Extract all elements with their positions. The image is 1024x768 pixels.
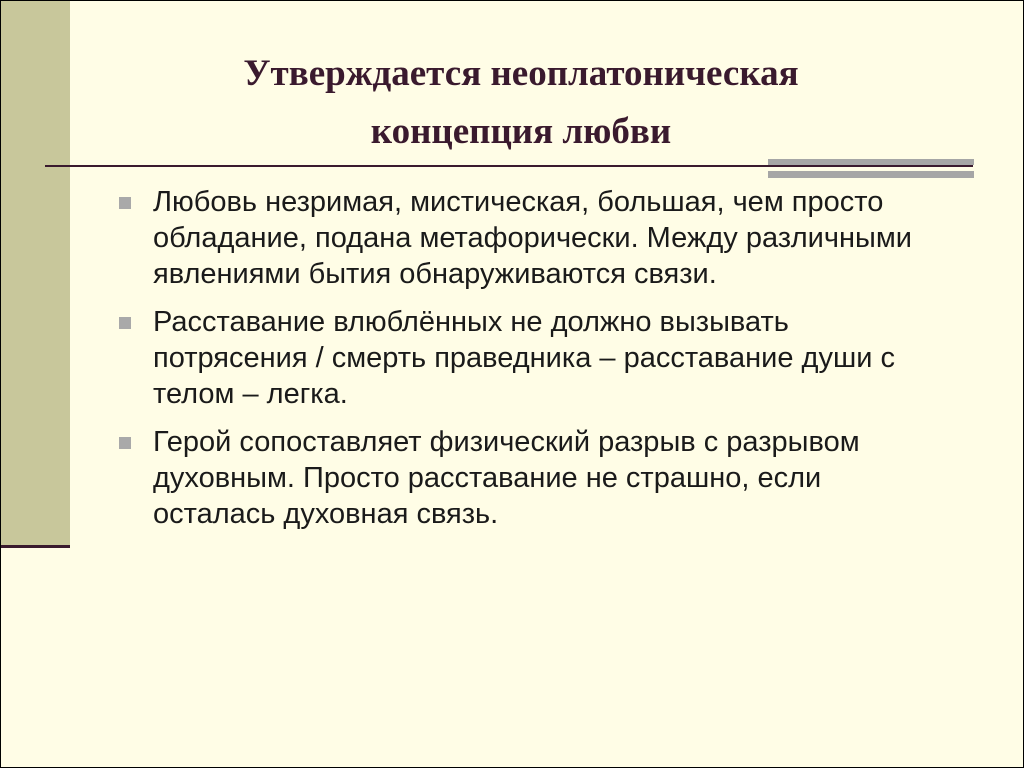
bullet-item	[116, 304, 946, 412]
left-decor-band	[1, 1, 70, 547]
left-decor-line	[1, 545, 70, 548]
square-bullet-icon	[119, 317, 131, 329]
title-accent-bar-top	[768, 159, 974, 165]
title-line-2: концепция любви	[370, 111, 672, 152]
square-bullet-icon	[119, 437, 131, 449]
bullet-text: Любовь незримая, мистическая, большая, чем просто обладание, подана метафорически. Между различными явлениями бытия обнаруживаются связи.	[153, 186, 912, 290]
bullet-item	[116, 184, 946, 292]
title-underline	[45, 165, 973, 167]
bullet-list	[116, 184, 946, 544]
square-bullet-icon	[119, 197, 131, 209]
bullet-item	[116, 424, 946, 532]
slide-title	[121, 45, 921, 161]
title-line-1: Утверждается неоплатоническая	[243, 53, 799, 94]
title-accent-bar-bottom	[768, 171, 974, 178]
bullet-text: Расставание влюблённых не должно вызывать потрясения / смерть праведника – расставание души с телом – легка.	[153, 306, 895, 410]
bullet-text: Герой сопоставляет физический разрыв с разрывом духовным. Просто расставание не страшно, если осталась духовная связь.	[153, 426, 860, 530]
